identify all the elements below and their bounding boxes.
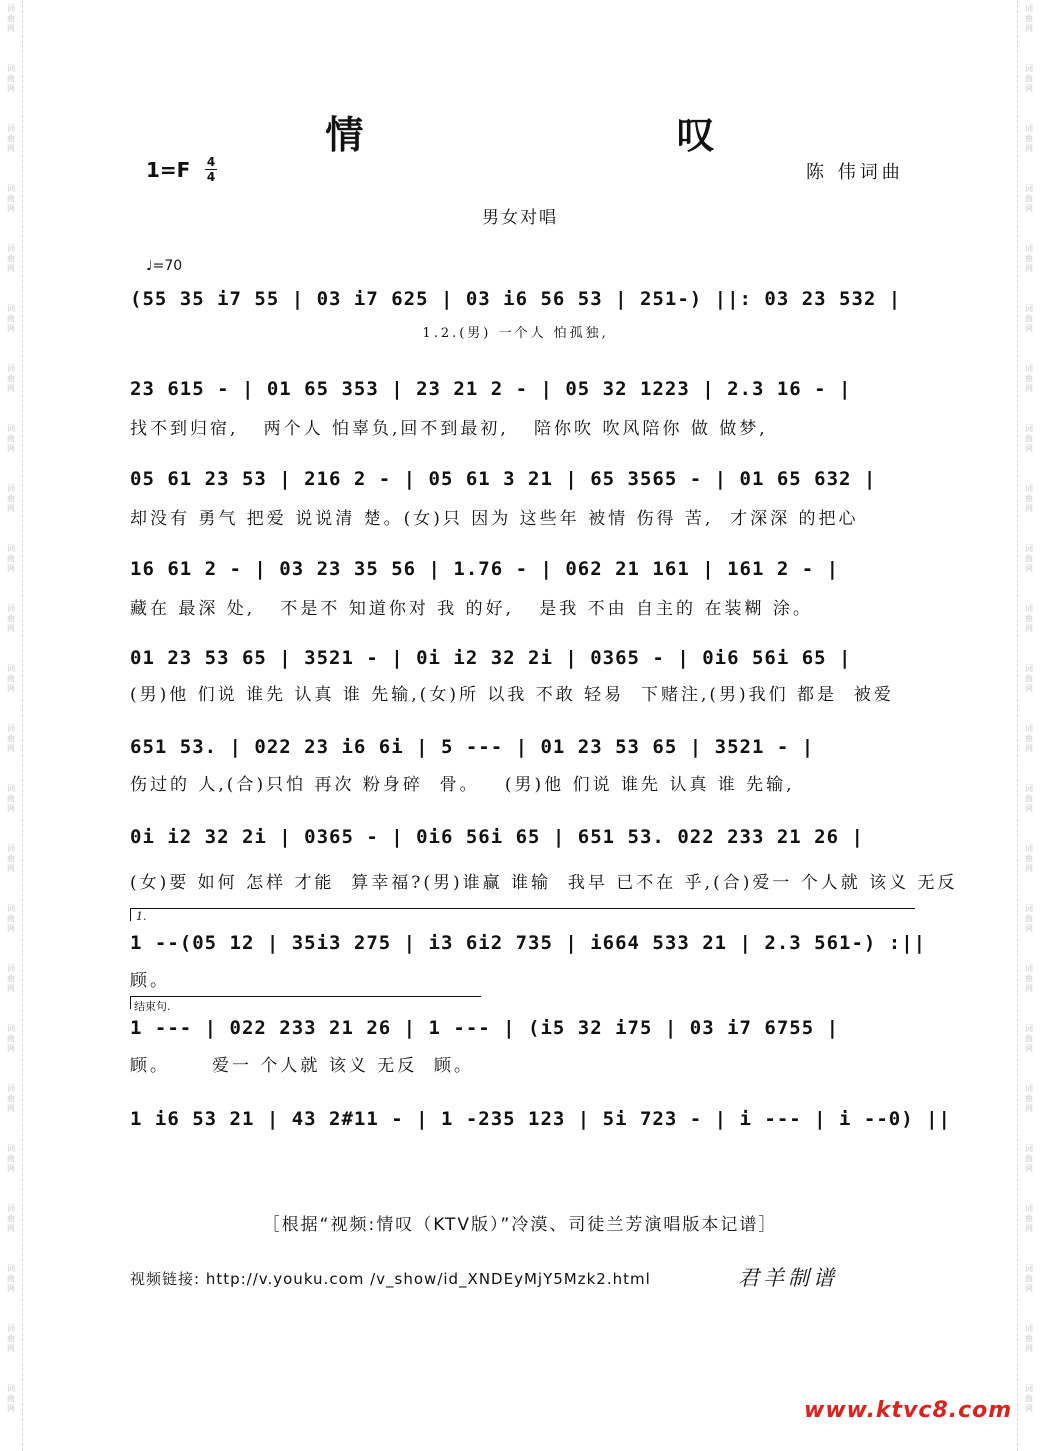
side-watermark-mark: 词 曲 网 (1025, 1024, 1033, 1053)
scorer-signature: 君羊制谱 (738, 1266, 838, 1290)
side-watermark-mark: 词 曲 网 (7, 604, 15, 633)
side-watermark-mark: 词 曲 网 (7, 1264, 15, 1293)
side-watermark-mark: 词 曲 网 (1025, 1324, 1033, 1353)
side-watermark-mark: 词 曲 网 (7, 184, 15, 213)
notation-line-9: 1 --- | 022 233 21 26 | 1 --- | (i5 32 i75 | 03 i7 6755 | (130, 1017, 840, 1039)
notation-line-2: 23 615 - | 01 65 353 | 23 21 2 - | 05 32 1223 | 2.3 16 - | (130, 378, 852, 400)
first-ending-bracket (130, 908, 915, 921)
side-watermark-mark: 词 曲 网 (7, 64, 15, 93)
side-watermark-mark: 词 曲 网 (7, 1384, 15, 1413)
notation-line-7: 0i i2 32 2i | 0365 - | 0i6 56i 65 | 651 53. 022 233 21 26 | (130, 826, 864, 848)
subtitle: 男女对唱 (482, 208, 558, 228)
side-watermark-mark: 词 曲 网 (1025, 784, 1033, 813)
side-watermark-mark: 词 曲 网 (7, 244, 15, 273)
side-watermark-mark: 词 曲 网 (1025, 184, 1033, 213)
credits: 陈 伟词曲 (806, 162, 904, 183)
final-ending-bracket (130, 996, 481, 1009)
notation-line-3: 05 61 23 53 | 216 2 - | 05 61 3 21 | 65 3565 - | 01 65 632 | (130, 468, 877, 490)
tempo-marking: ♩=70 (146, 258, 183, 274)
side-watermark-mark: 词 曲 网 (1025, 724, 1033, 753)
notation-line-8: 1 --(05 12 | 35i3 275 | i3 6i2 735 | i664 533 21 | 2.3 561-) :|| (130, 932, 927, 954)
side-watermark-mark: 词 曲 网 (1025, 64, 1033, 93)
lyric-line-8: 顾。 (130, 971, 170, 991)
side-watermark-mark: 词 曲 网 (7, 364, 15, 393)
side-watermark-mark: 词 曲 网 (7, 124, 15, 153)
lyric-line-2: 找不到归宿, 两个人 怕辜负,回不到最初, 陪你吹 吹风陪你 做 做梦, (130, 419, 768, 439)
notation-line-5: 01 23 53 65 | 3521 - | 0i i2 32 2i | 0365 - | 0i6 56i 65 | (130, 647, 852, 669)
side-watermark-mark: 词 曲 网 (1025, 244, 1033, 273)
side-watermark-mark: 词 曲 网 (7, 904, 15, 933)
side-watermark-mark: 词 曲 网 (1025, 544, 1033, 573)
side-watermark-mark: 词 曲 网 (1025, 904, 1033, 933)
final-ending-label: 结束句. (134, 1000, 171, 1013)
site-watermark: www.ktvc8.com (804, 1398, 1013, 1423)
notation-line-4: 16 61 2 - | 03 23 35 56 | 1.76 - | 062 21 161 | 161 2 - | (130, 558, 840, 580)
side-watermark-mark: 词 曲 网 (1025, 964, 1033, 993)
side-watermark-mark: 词 曲 网 (7, 1204, 15, 1233)
side-watermark-mark: 词 曲 网 (7, 964, 15, 993)
lyric-line-1: 1.2.(男) 一个人 怕孤独, (130, 326, 609, 341)
side-watermark-mark: 词 曲 网 (7, 484, 15, 513)
side-watermark-mark: 词 曲 网 (7, 544, 15, 573)
side-watermark-mark: 词 曲 网 (1025, 4, 1033, 33)
side-watermark-mark: 词 曲 网 (1025, 364, 1033, 393)
side-watermark-mark: 词 曲 网 (1025, 844, 1033, 873)
side-watermark-mark: 词 曲 网 (7, 304, 15, 333)
side-watermark-mark: 词 曲 网 (7, 1144, 15, 1173)
side-watermark-mark: 词 曲 网 (7, 1324, 15, 1353)
side-watermark-mark: 词 曲 网 (1025, 304, 1033, 333)
lyric-line-9: 顾。 爱一 个人就 该义 无反 顾。 (130, 1056, 475, 1076)
time-signature (205, 155, 217, 184)
side-watermark-mark: 词 曲 网 (7, 784, 15, 813)
side-watermark-mark: 词 曲 网 (7, 664, 15, 693)
side-watermark-mark: 词 曲 网 (1025, 1084, 1033, 1113)
video-link: 视频链接: http://v.youku.com /v_show/id_XNDEyMjY5Mzk2.html (130, 1270, 651, 1288)
side-watermark-mark: 词 曲 网 (1025, 1384, 1033, 1413)
side-watermark-mark: 词 曲 网 (1025, 664, 1033, 693)
side-watermark-mark: 词 曲 网 (1025, 1204, 1033, 1233)
time-signature-top: 4 (206, 155, 216, 169)
side-watermark-mark: 词 曲 网 (7, 424, 15, 453)
side-watermark-mark: 词 曲 网 (7, 844, 15, 873)
lyric-line-7: (女)要 如何 怎样 才能 算幸福?(男)谁赢 谁输 我早 已不在 乎,(合)爱一 个人就 该义 无反 (130, 873, 958, 893)
time-signature-bottom: 4 (206, 170, 216, 184)
lyric-line-5: (男)他 们说 谁先 认真 谁 先输,(女)所 以我 不敢 轻易 下赌注,(男)我们 都是 被爱 (130, 685, 894, 705)
notation-line-6: 651 53. | 022 23 i6 6i | 5 --- | 01 23 53 65 | 3521 - | (130, 736, 815, 758)
song-title: 情 叹 (325, 112, 865, 157)
side-watermark-mark: 词 曲 网 (7, 1024, 15, 1053)
notation-line-10: 1 i6 53 21 | 43 2#11 - | 1 -235 123 | 5i 723 - | i --- | i --0) || (130, 1108, 951, 1130)
notation-line-1: (55 35 i7 55 | 03 i7 625 | 03 i6 56 53 | 251-) ||: 03 23 532 | (130, 288, 902, 310)
side-watermark-mark: 词 曲 网 (1025, 124, 1033, 153)
side-watermark-mark: 词 曲 网 (7, 724, 15, 753)
side-watermark-mark: 词 曲 网 (1025, 1264, 1033, 1293)
side-watermark-mark: 词 曲 网 (1025, 424, 1033, 453)
source-note: ［根据“视频:情叹（KTV版）”冷漠、司徒兰芳演唱版本记谱］ (262, 1215, 778, 1235)
side-watermark-mark: 词 曲 网 (1025, 1144, 1033, 1173)
first-ending-label: 1. (136, 910, 147, 923)
lyric-line-6: 伤过的 人,(合)只怕 再次 粉身碎 骨。 (男)他 们说 谁先 认真 谁 先输, (130, 775, 795, 795)
side-watermark-mark: 词 曲 网 (1025, 604, 1033, 633)
lyric-line-3: 却没有 勇气 把爱 说说清 楚。(女)只 因为 这些年 被情 伤得 苦, 才深深 的把心 (130, 509, 859, 529)
side-watermark-mark: 词 曲 网 (7, 4, 15, 33)
side-watermark-mark: 词 曲 网 (7, 1084, 15, 1113)
side-watermark-mark: 词 曲 网 (1025, 484, 1033, 513)
lyric-line-4: 藏在 最深 处, 不是不 知道你对 我 的好, 是我 不由 自主的 在装糊 涂。 (130, 599, 813, 619)
key-signature: 1=F (146, 158, 191, 182)
